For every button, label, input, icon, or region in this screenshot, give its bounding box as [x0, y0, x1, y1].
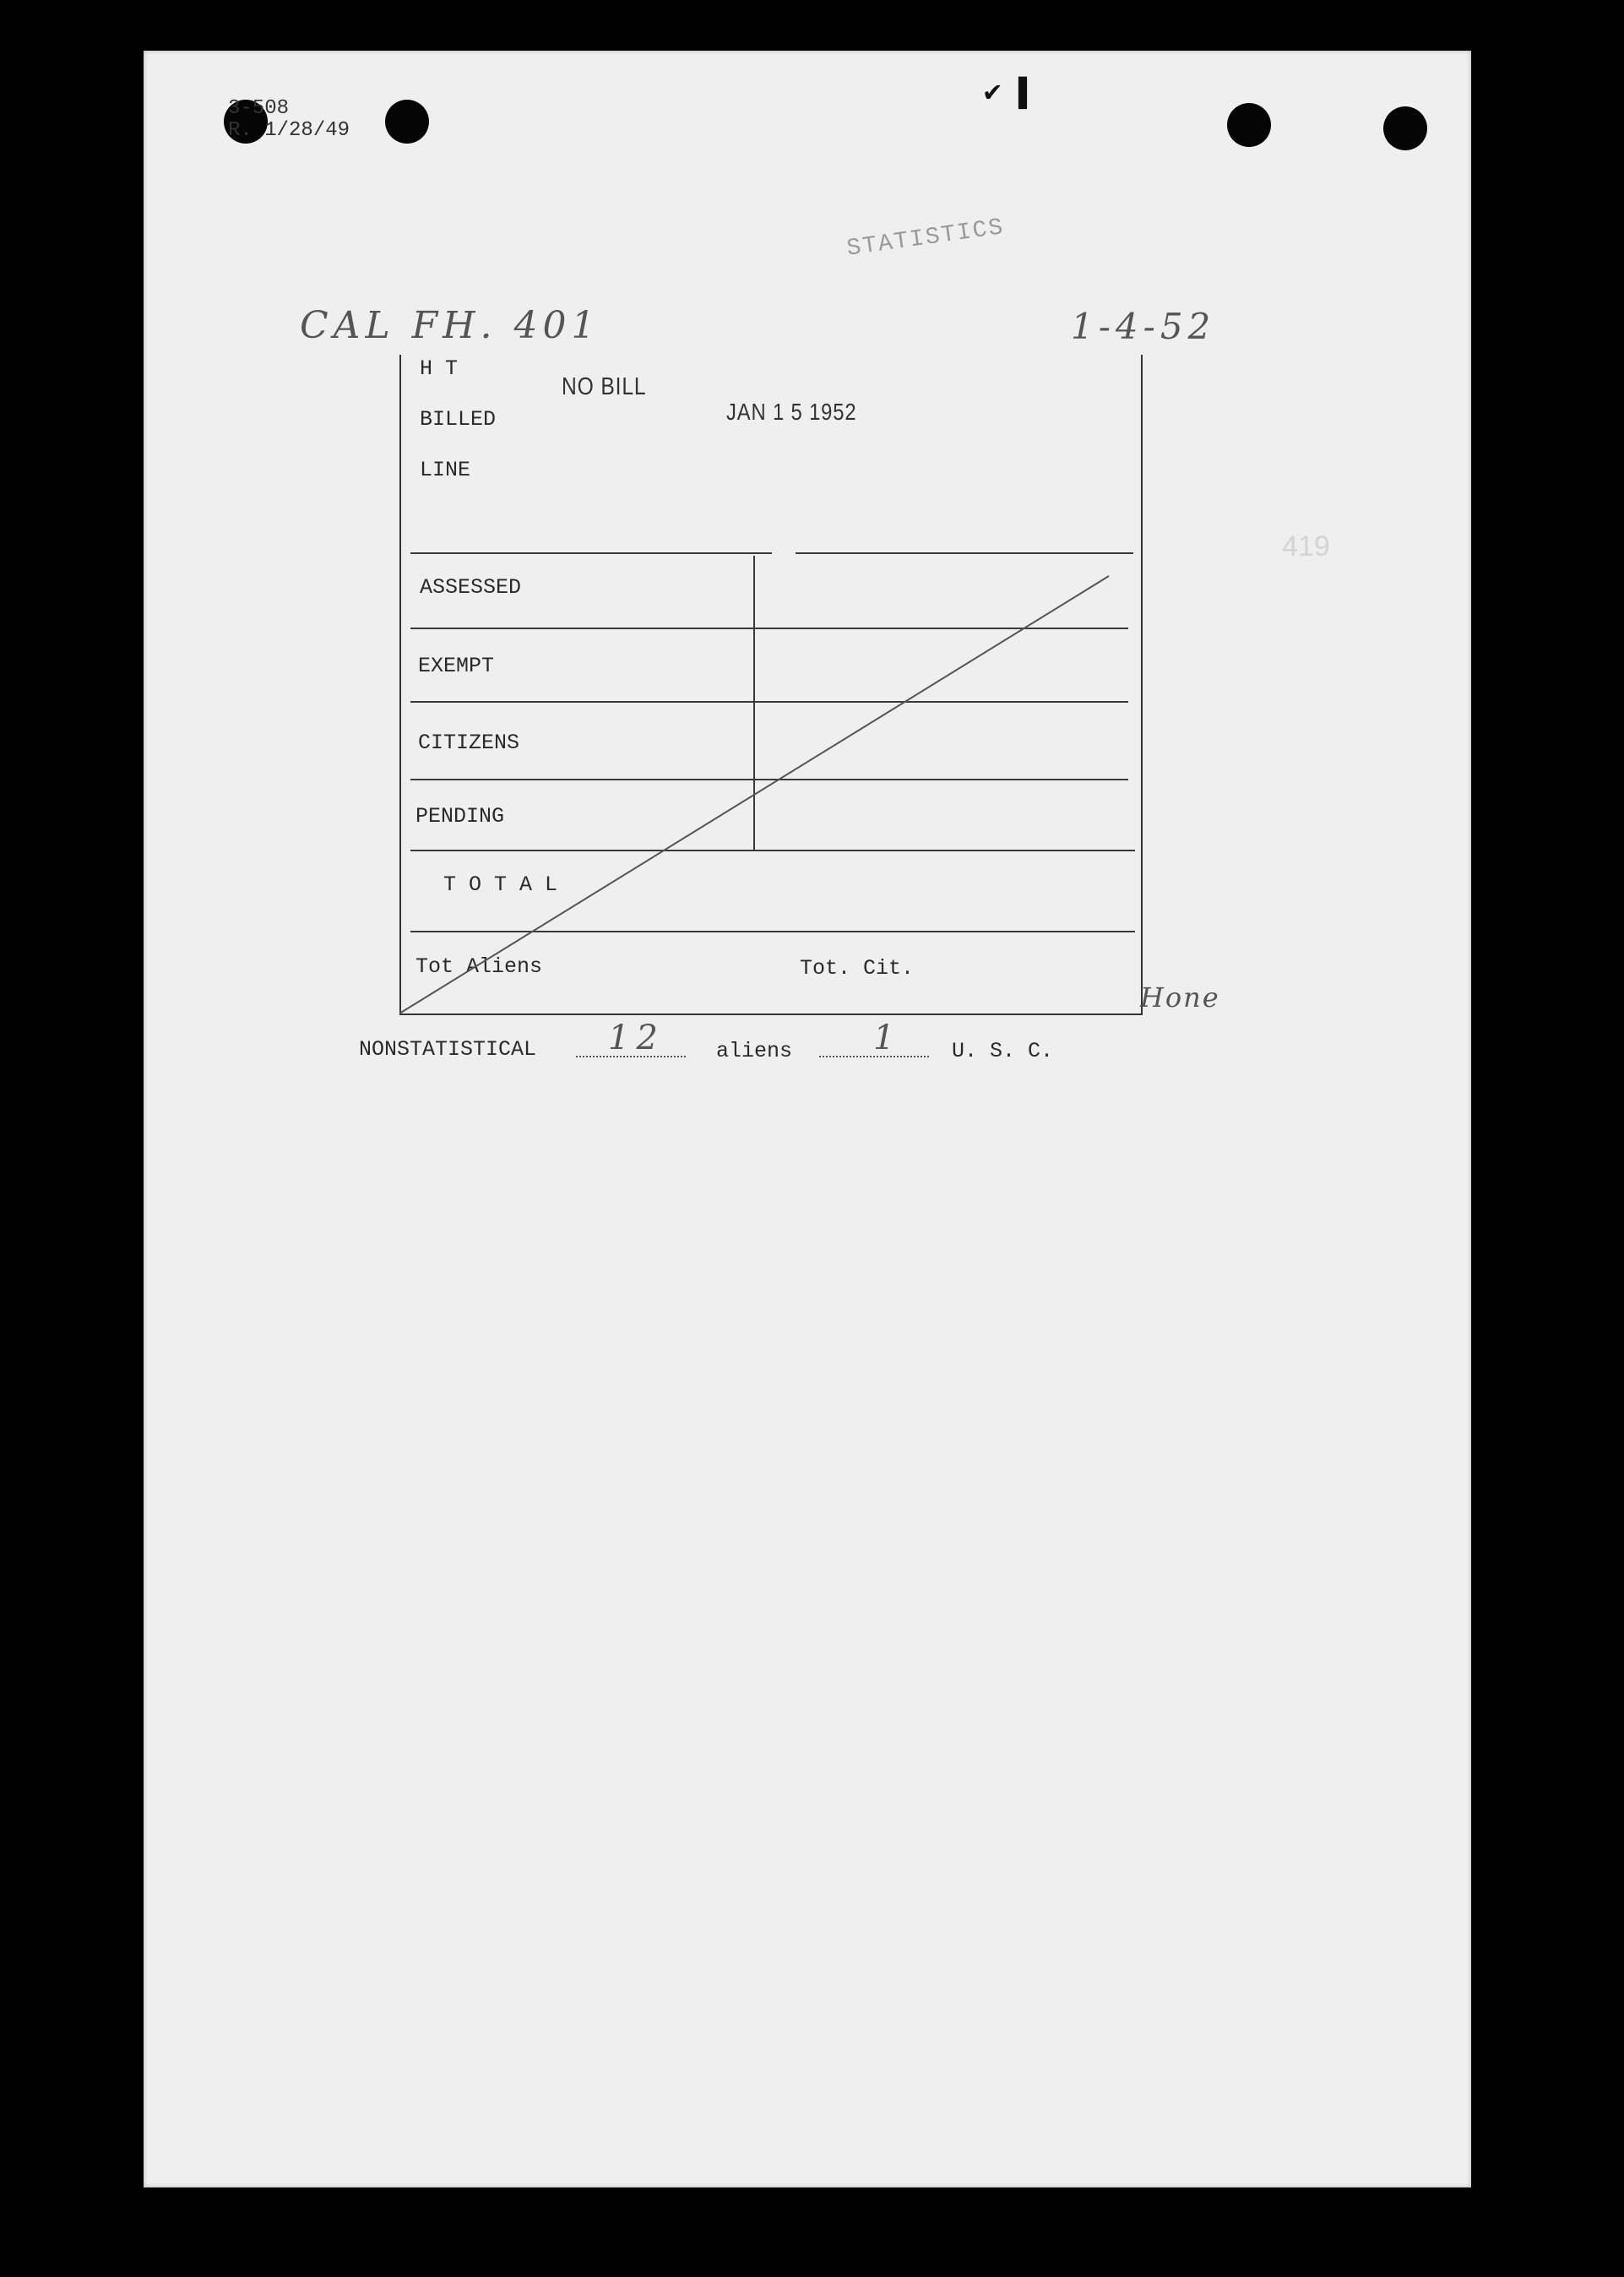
aliens-label: aliens [716, 1039, 793, 1063]
usc-count: 1 [873, 1019, 900, 1057]
handwritten-location: CAL FH. 401 [300, 304, 600, 347]
form-revision: R. 1/28/49 [228, 119, 350, 142]
ht-label: H T [420, 356, 459, 381]
nonstatistical-label: NONSTATISTICAL [359, 1037, 537, 1062]
document-sheet [144, 51, 1471, 2187]
total-label: T O T A L [443, 872, 558, 897]
nonstatistical-usc-blank [819, 1019, 929, 1057]
billed-label: BILLED [420, 407, 497, 432]
row-label-pending: PENDING [416, 804, 505, 829]
no-bill-stamp: NO BILL [562, 373, 647, 400]
row-label-citizens: CITIZENS [418, 731, 520, 755]
date-stamp: JAN 1 5 1952 [726, 399, 857, 425]
top-check-marks: ✔ ▌ [984, 78, 1036, 110]
form-number: 3-508 [228, 97, 290, 120]
diagonal-strike [144, 51, 1471, 1149]
handwritten-date: 1-4-52 [1071, 306, 1216, 347]
row-label-exempt: EXEMPT [418, 654, 495, 678]
tot-cit-label: Tot. Cit. [800, 956, 915, 981]
usc-label: U. S. C. [952, 1039, 1054, 1063]
line-label: LINE [420, 458, 471, 482]
tot-aliens-label: Tot Aliens [416, 954, 543, 979]
row-label-assessed: ASSESSED [420, 575, 522, 600]
faint-number: 419 [1282, 530, 1330, 562]
aliens-count: 12 [608, 1019, 665, 1057]
handwritten-initials: Hone [1140, 981, 1220, 1014]
nonstatistical-aliens-blank [576, 1019, 686, 1057]
statistics-stamp: STATISTICS [845, 214, 1007, 263]
